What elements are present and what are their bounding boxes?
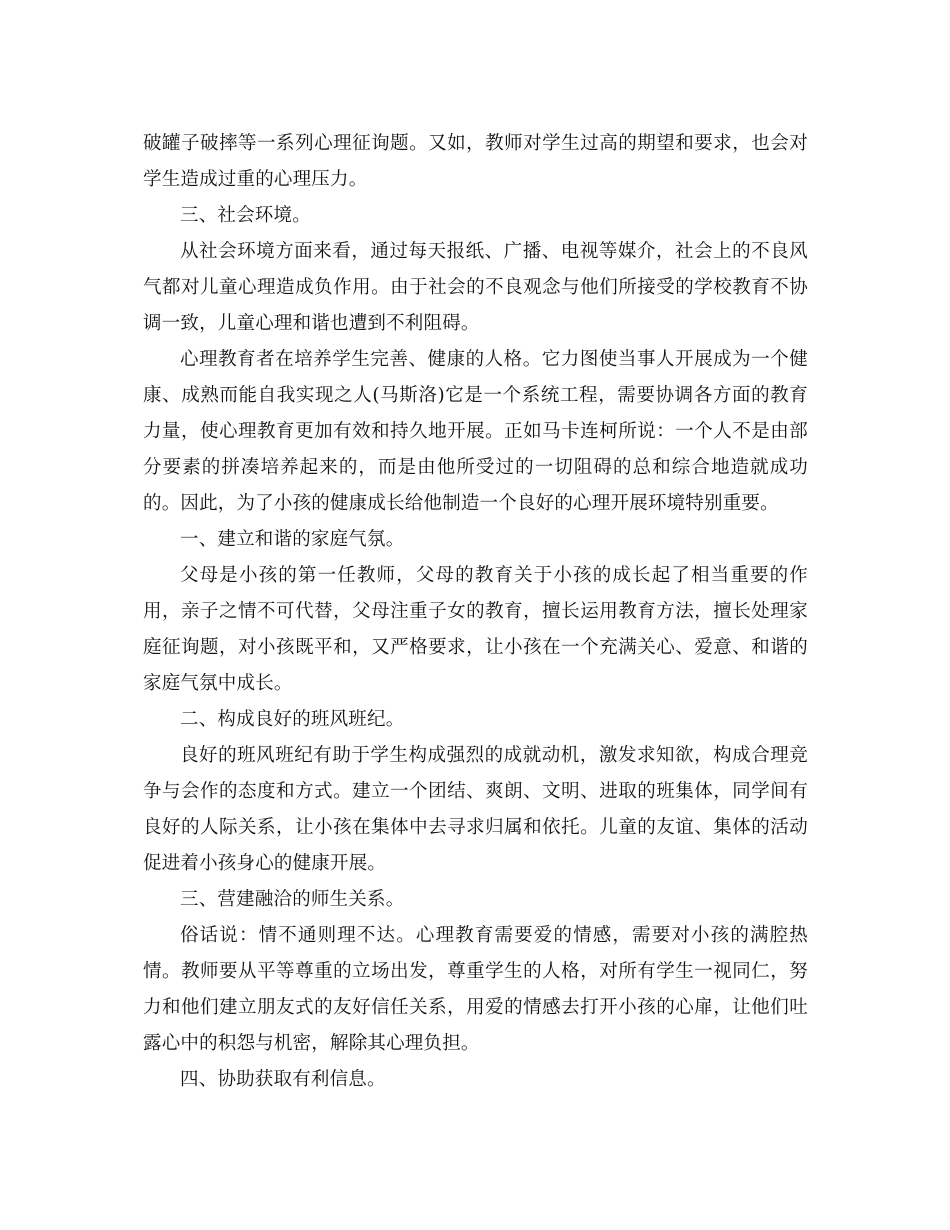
paragraph-class-discipline: 良好的班风班纪有助于学生构成强烈的成就动机，激发求知欲，构成合理竞争与会作的态度和方式。建立一个团结、爽朗、文明、进取的班集体，同学间有良好的人际关系，让小孩在集体中去寻求归属和依托。儿童的友谊、集体的活动促进着小孩身心的健康开展。	[143, 745, 808, 874]
section-heading-class-discipline: 二、构成良好的班风班纪。	[180, 709, 405, 730]
paragraph-social-environment: 从社会环境方面来看，通过每天报纸、广播、电视等媒介，社会上的不良风气都对儿童心理造成负作用。由于社会的不良观念与他们所接受的学校教育不协调一致，儿童心理和谐也遭到不利阻碍。	[143, 241, 808, 334]
section-heading-information: 四、协助获取有利信息。	[180, 1069, 386, 1090]
paragraph-teacher-student: 俗话说：情不通则理不达。心理教育需要爱的情感，需要对小孩的满腔热情。教师要从平等尊重的立场出发，尊重学生的人格，对所有学生一视同仁，努力和他们建立朋友式的友好信任关系，用爱的情感去打开小孩的心扉，让他们吐露心中的积怨与机密，解除其心理负担。	[143, 925, 808, 1054]
section-heading-teacher-student: 三、营建融洽的师生关系。	[180, 889, 405, 910]
paragraph-psychological-education: 心理教育者在培养学生完善、健康的人格。它力图使当事人开展成为一个健康、成熟而能自我实现之人(马斯洛)它是一个系统工程，需要协调各方面的教育力量，使心理教育更加有效和持久地开展。正如马卡连柯所说：一个人不是由部分要素的拼凑培养起来的，而是由他所受过的一切阻碍的总和综合地造就成功的。因此，为了小孩的健康成长给他制造一个良好的心理开展环境特别重要。	[143, 349, 808, 514]
paragraph-family-atmosphere: 父母是小孩的第一任教师，父母的教育关于小孩的成长起了相当重要的作用，亲子之情不可代替，父母注重子女的教育，擅长运用教育方法，擅长处理家庭征询题，对小孩既平和，又严格要求，让小孩在一个充满关心、爱意、和谐的家庭气氛中成长。	[143, 565, 808, 694]
section-heading-social-environment: 三、社会环境。	[180, 205, 311, 226]
section-heading-family-atmosphere: 一、建立和谐的家庭气氛。	[180, 529, 405, 550]
paragraph-continuation: 破罐子破摔等一系列心理征询题。又如，教师对学生过高的期望和要求，也会对学生造成过重的心理压力。	[143, 133, 808, 190]
document-body	[143, 126, 808, 1098]
